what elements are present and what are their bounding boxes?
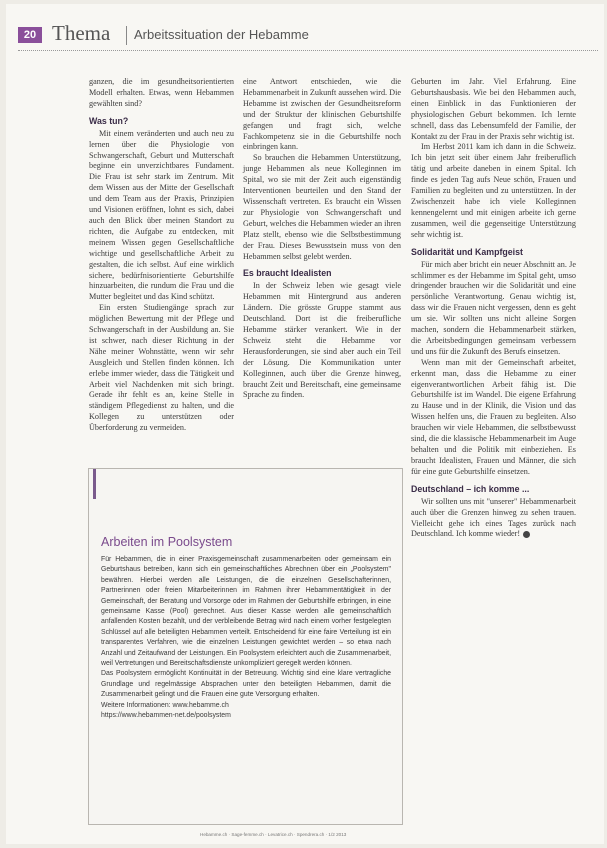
section-heading: Was tun? [89,115,129,126]
paragraph: Geburten im Jahr. Viel Erfahrung. Eine Geburtshausbasis. Wie bei den Hebammen auch, einen Einblick in das Funktionieren der physiologischen Geburt bekommen. Ich lernte schnell, dass das Lebensumfeld der Familie, der Kontakt zu der Frau in der Praxis sehr wichtig ist. [411,77,576,141]
paragraph: Im Herbst 2011 kam ich dann in die Schweiz. Ich bin jetzt seit über einem Jahr freiberuflich tätig und arbeite daneben in einem Spital. Ich finde es jeden Tag aufs Neue schön, Frauen und Familien zu begleiten und zu unterstützen. In der Zwischenzeit habe ich viele Kolleginnen kennengelernt und mit einigen arbeite ich gerne zusammen, weil die gegenseitige Unterstützung sehr wichtig ist. [411,142,576,239]
box-paragraph: Für Hebammen, die in einer Praxisgemeinschaft zusammenarbeiten oder gemeinsam ein Geburtshaus betreiben, kann sich ein gemeinschaftliches Abrechnen über ein „Poolsystem" bewähren. Hierbei werden alle Leistungen, die die einzelnen Gesellschafterinnen, Partnerinnen oder freien Mitarbeiterinnen im Rahmen ihrer Hebammentätigkeit in der Gemeinschaft, der Beratung und Vorsorge oder im Rahmen der Geburtshilfe erbringen, in eine gemeinsame Kasse (Pool) gerechnet. Aus dieser Kasse werden alle gemeinschaftlich anfallenden Kosten bezahlt, und der verbleibende Betrag wird nach einem vorher festgelegten Schlüssel auf alle beteiligten Hebammen verteilt. Entscheidend für eine faire Verteilung ist ein transparentes Verfahren, wie die einzelnen Leistungen gewichtet werden – so etwa nach Anzahl und Zeitaufwand der Leistungen. Ein Poolsystem erleichtert auch die Zusammenarbeit, weil Vertretungen und Bereitschaftsdienste unkompliziert geregelt werden können. [101,556,391,668]
header-separator [126,26,127,45]
paragraph [411,497,576,541]
page-footer: Hebamme.ch · Sage-femme.ch · Levatrice.ch · Spendrera.ch · 1/2 2013 [200,832,347,837]
paragraph: Wenn man mit der Gemeinschaft arbeitet, erkennt man, dass die Hebamme zu einer eigenverantwortlichen Arbeit fähig ist. Die Geburtshilfe ist im Wandel. Die eigene Erfahrung zu Hause und in der Klinik, die Vision und das Wissen helfen uns, die Frauen zu begleiten. Also brauchen wir viele Hebammen, die selbstbewusst sind, die die klassische Hebammenarbeit im Auge behalten und die Politik mit einbeziehen. Es braucht Idealisten, Frauen und Männer, die sich für eine gute Geburtshilfe einsetzen. [411,357,576,476]
section-heading: Solidarität und Kampfgeist [411,246,523,257]
page-number: 20 [18,27,42,43]
paragraph: Ein ersten Studiengänge sprach zur möglichen Bewertung mit der Pflege und Schwangerschaft in der Ausbildung an. Sie ist schwer, nach dieser Richtung in der Nähe meiner Wohnstätte, wenn wir sehr Ausgleich und Stellen finden können. Ich erlebe immer wieder, dass die Tätigkeit und Arbeit viel Nachdenken mit sich bringt. Gerade ihr fehlt es an, keine Stelle in ständigem Pflegedienst zu halten, und die Kollegen zu unterstützen oder Überforderung zu vermeiden. [89,303,234,433]
article-subtitle: Arbeitssituation der Hebamme [134,27,309,42]
paragraph: In der Schweiz leben wie gesagt viele Hebammen mit Hintergrund aus anderen Ländern. Die grösste Gruppe stammt aus Deutschland. Dort ist die freiberufliche Hebamme stärker verankert. Wie in der Schweiz steht die Hebamme vor Herausforderungen, sie sind aber auch ein Teil der Lösung. Die Kommunikation unter Kolleginnen, auch über die Grenze hinweg, braucht Zeit und Bereitschaft, eine gemeinsame Sprache zu finden. [243,281,401,400]
text-column-2 [243,77,401,401]
paragraph: ganzen, die im gesundheitsorientierten Modell erhalten. Etwas, wenn Hebammen gewählten sind? [89,77,234,108]
paragraph: Mit einem veränderten und auch neu zu lernen über die Physiologie von Schwangerschaft, Geburt und Mutterschaft beginne ein unverzichtbares Fundament. Die Frau ist sehr stark im Zentrum. Mit dem Wissen aus der Mitte der Gesellschaft und dem Team aus der Praxis, Prinzipien und Visionen eröffnen, lohnt es sich, dabei auch den Blick über meinen Standort zu richten, die Aufgabe zu entdecken, mit meinem Wissen gegen Gesellschaftliche wichtige und gesellschaftliche Arbeit zu gestalten, die ich selbst. Auf eine wirklich sichere, bedürfnisorientierte Geburtshilfe hinzuarbeiten, die rundum die Frau und die Mutter begleitet und das Kind schützt. [89,128,234,302]
text-column-3 [411,77,576,540]
header-rule [18,50,598,51]
box-text [101,555,391,722]
paragraph: Für mich aber bricht ein neuer Abschnitt an. Je schlimmer es der Hebamme im Spital geht, umso dringender brauchen wir die Solidarität und eine persönliche Verantwortung. Genau wichtig ist, dass wir die Frauen nicht vergessen, denn es geht um sie. Wir sollten uns nicht alleine Sorgen machen, sondern die Hebammenarbeit stärken, die Arbeitsbedingungen gemeinsam verbessern und uns für die Zukunft des Berufs einsetzen. [411,259,576,356]
end-mark-icon [523,531,530,538]
paragraph: So brauchen die Hebammen Unterstützung, junge Hebammen als neue Kolleginnen im Spital, wo sie mit der Zeit auch eigenständig Interventionen beurteilen und den Stand der Wissenschaft vertreten. Es braucht ein Wissen zur Physiologie von Schwangerschaft und Geburt, welches die Hebammen wieder an ihren Platz stellt, ebenso wie die Selbstbestimmung der Frau. Dieses Bewusstsein muss von den Hebammen selbst gelebt werden. [243,153,402,261]
box-paragraph: Das Poolsystem ermöglicht Kontinuität in der Betreuung. Wichtig sind eine klare vertragliche Grundlage und regelmässige Absprachen unter den beteiligten Hebammen, damit die Zusammenarbeit gelingt und die Frauen eine gute Versorgung erhalten. [101,670,391,699]
text-column-1 [89,77,234,434]
section-heading: Deutschland – ich komme ... [411,483,530,494]
box-accent-bar [93,469,96,499]
paragraph: eine Antwort entschieden, wie die Hebammenarbeit in Zukunft aussehen wird. Die Hebamme ist zwischen der Gesundheitsreform und der Struktur der klinischen Geburtshilfe gefangen und fragt sich, welche Fachkompetenz sie in die Geburtshilfe noch einbringen kann. [243,77,401,152]
info-box [88,468,403,825]
section-title: Thema [52,21,111,45]
section-heading: Es braucht Idealisten [243,268,332,279]
box-link[interactable]: https://www.hebammen-net.de/poolsystem [101,712,231,720]
box-paragraph: Weitere Informationen: www.hebamme.ch [101,701,229,709]
box-title: Arbeiten im Poolsystem [101,535,233,549]
paragraph-text: Wir sollten uns mit "unserer" Hebammenarbeit auch über die Grenzen hinweg zu sehen trauen. Vielleicht gehe ich eines Tages zurück nach Deutschland. Ich komme wieder! [411,496,576,539]
